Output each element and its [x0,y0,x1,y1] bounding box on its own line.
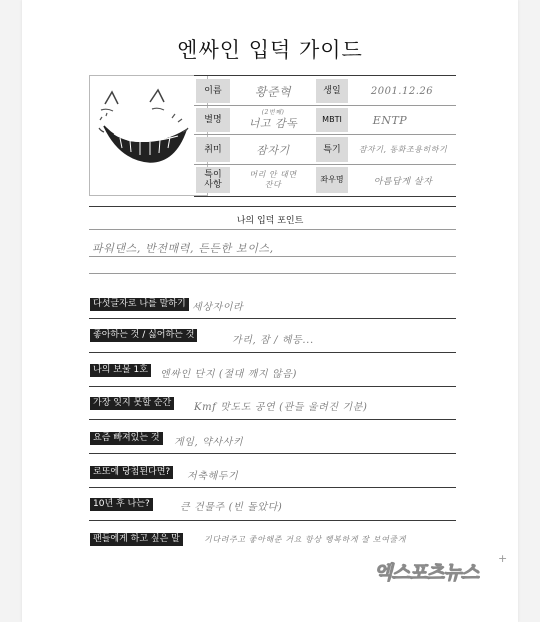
label-name: 이름 [196,79,230,103]
table-bottom-rule [194,196,456,197]
row-divider [194,164,456,165]
value-hobby: 잠자기 [256,143,290,157]
value-talent: 잠자기, 동화조용히하기 [358,145,448,154]
value-name: 황준혁 [254,84,292,99]
question-rule [89,453,456,454]
smiley-drawing [89,75,208,196]
label-nickname: 별명 [196,108,230,132]
question-rule [89,386,456,387]
label-special-notes: 특이사항 [196,167,230,193]
points-line [89,256,456,257]
profile-sheet [22,0,518,622]
label-hobby: 취미 [196,137,230,162]
question-label: 가장 잊지 못할 순간 [90,397,174,410]
question-label: 다섯글자로 나를 말하기 [90,298,189,311]
watermark-plus-icon: + [498,552,508,565]
question-answer: Kmf 맛도도 공연 (관들 울려진 기분) [194,402,368,413]
value-mbti: ENTP [372,113,408,127]
points-top-rule [89,206,456,207]
value-nickname: 너고 감독 [248,117,298,130]
question-answer: 기다려주고 좋아해준 거요 항상 행복하게 잘 보여줄게 [204,535,407,544]
question-label: 나의 보물 1호 [90,364,151,377]
value-special-notes: 머리 안 대면 잔다 [249,170,297,189]
label-motto: 좌우명 [316,167,348,193]
question-label: 로또에 당첨된다면? [90,466,173,479]
question-answer: 세상자이라 [192,302,244,313]
question-label: 팬들에게 하고 싶은 말 [90,533,183,546]
question-rule [89,419,456,420]
question-answer: 저축해두기 [187,471,239,482]
value-nickname-note: (2번째) [261,108,285,116]
question-label: 10년 후 나는? [90,498,153,511]
question-rule [89,352,456,353]
value-motto: 아름답게 살자 [373,176,433,187]
question-label: 요즘 빠져있는 것 [90,432,163,445]
question-rule [89,520,456,521]
points-title: 나의 입덕 포인트 [236,216,304,226]
question-answer: 엔싸인 단지 (절대 깨지 않음) [160,369,297,380]
label-birthday: 생일 [316,79,348,103]
points-answer: 파워댄스, 반전매력, 든든한 보이스, [92,242,274,255]
question-rule [89,318,456,319]
label-talent: 특기 [316,137,348,162]
question-answer: 게임, 약사사키 [174,437,244,448]
question-rule [89,487,456,488]
points-rule [89,229,456,230]
question-answer: 큰 건물주 (빈 돌았다) [180,502,283,513]
table-top-rule [194,75,456,76]
points-line [89,273,456,274]
page-title: 엔싸인 입덕 가이드 [177,38,363,62]
question-label: 좋아하는 것 / 싫어하는 것 [90,329,197,342]
watermark-logo: 엑스포츠뉴스 [374,562,479,584]
label-mbti: MBTI [316,108,348,132]
question-answer: 가리, 잠 / 헤등... [232,335,314,346]
value-birthday: 2001.12.26 [370,85,434,97]
row-divider [194,134,456,135]
